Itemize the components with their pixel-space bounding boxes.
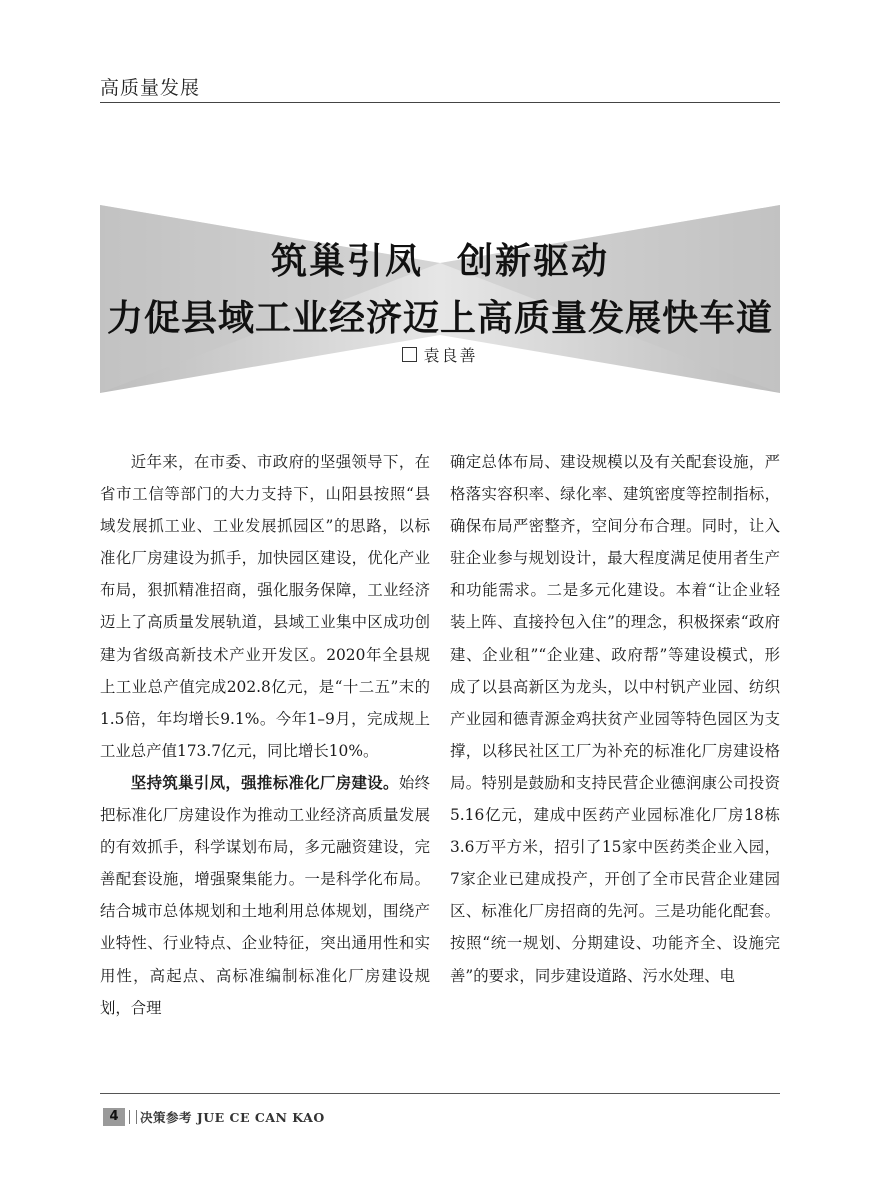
title-part-1: 筑巢引凤 <box>270 241 423 282</box>
author-byline <box>100 343 780 366</box>
left-column <box>100 446 430 1024</box>
title-part-2: 创新驱动 <box>457 241 610 282</box>
square-icon <box>402 347 417 362</box>
paragraph-continued: 确定总体布局、建设规模以及有关配套设施，严格落实容积率、绿化率、建筑密度等控制指标，确保布局严密整齐，空间分布合理。同时，让入驻企业参与规划设计，最大程度满足使用者生产和功能需求。二是多元化建设。本着“让企业轻装上阵、直接拎包入住”的理念，积极探索“政府建、企业租”“企业建、政府帮”等建设模式，形成了以县高新区为龙头，以中村钒产业园、纺织产业园和德青源金鸡扶贫产业园等特色园区为支撑，以移民社区工厂为补充的标准化厂房建设格局。特别是鼓励和支持民营企业德润康公司投资5.16亿元，建成中医药产业园标准化厂房18栋3.6万平方米，招引了15家中医药类企业入园，7家企业已建成投产，开创了全市民营企业建园区、标准化厂房招商的先河。三是功能化配套。按照“统一规划、分期建设、功能齐全、设施完善”的要求，同步建设道路、污水处理、电 <box>450 453 780 985</box>
author-name: 袁良善 <box>423 346 478 365</box>
paragraph-body: 始终把标准化厂房建设作为推动工业经济高质量发展的有效抓手，科学谋划布局，多元融资建设，完善配套设施，增强聚集能力。一是科学化布局。结合城市总体规划和土地利用总体规划，围绕产业特性、行业特点、企业特征，突出通用性和实用性，高起点、高标准编制标准化厂房建设规划，合理 <box>100 773 430 1017</box>
section-label: 高质量发展 <box>100 77 201 99</box>
header-rule <box>100 102 780 103</box>
paragraph-intro: 近年来，在市委、市政府的坚强领导下，在省市工信等部门的大力支持下，山阳县按照“县域发展抓工业、工业发展抓园区”的思路，以标准化厂房建设为抓手，加快园区建设，优化产业布局，狠抓精准招商，强化服务保障，工业经济迈上了高质量发展轨道，县域工业集中区成功创建为省级高新技术产业开发区。2020年全县规上工业总产值完成202.8亿元，是“十二五”末的1.5倍，年均增长9.1%。今年1–9月，完成规上工业总产值173.7亿元，同比增长10%。 <box>100 453 430 760</box>
article-title-line-1 <box>100 233 780 284</box>
paragraph-lead: 坚持筑巢引凤，强推标准化厂房建设。 <box>130 773 399 792</box>
footer-rule <box>100 1093 780 1094</box>
paragraph-factory-construction <box>100 767 430 1024</box>
journal-name: 决策参考 JUE CE CAN KAO <box>140 1110 325 1125</box>
right-column <box>450 446 780 992</box>
page-number: 4 <box>103 1108 125 1126</box>
footer-separator <box>129 1110 137 1124</box>
article-title-line-2: 力促县域工业经济迈上高质量发展快车道 <box>106 298 773 339</box>
title-banner <box>100 205 780 393</box>
